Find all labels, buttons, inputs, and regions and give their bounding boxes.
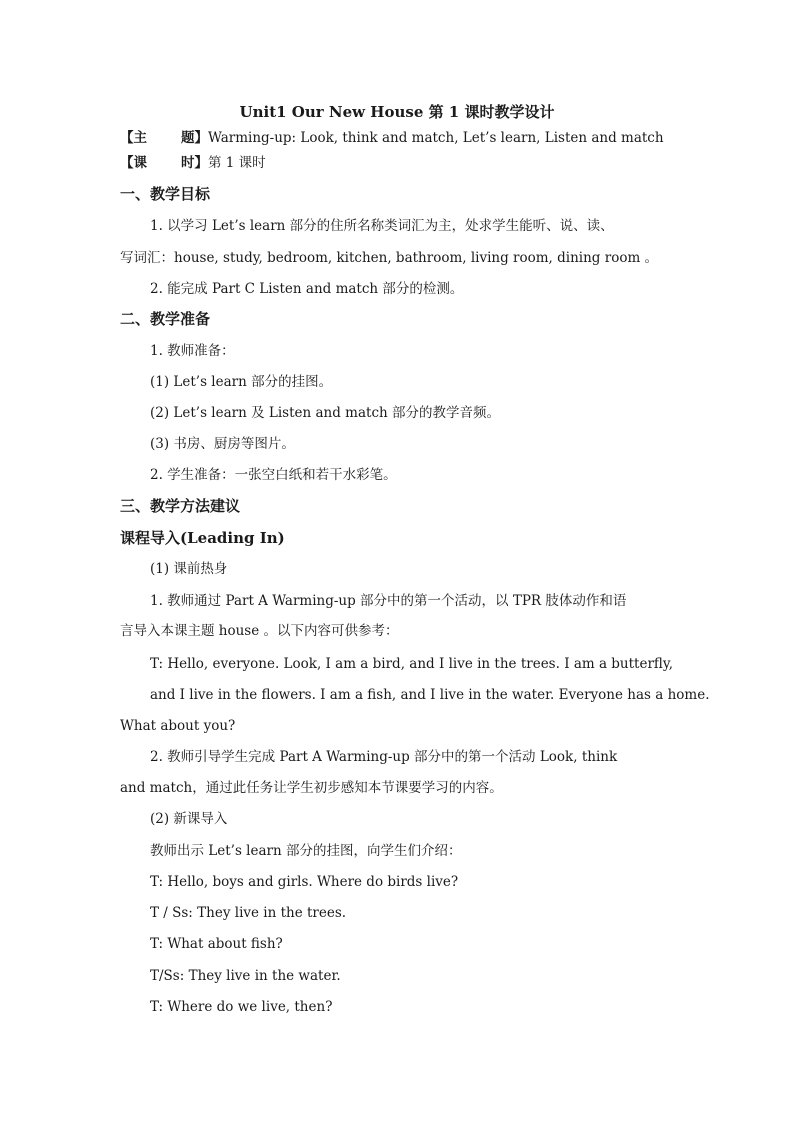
body-line: 1. 教师准备：	[150, 343, 235, 359]
body-line: 2. 教师引导学生完成 Part A Warming-up 部分中的第一个活动 Look, think	[150, 749, 618, 765]
body-line: (1) Let’s learn 部分的挂图。	[150, 374, 333, 390]
body-line: 1. 教师通过 Part A Warming-up 部分中的第一个活动，以 TPR 肢体动作和语	[150, 593, 627, 609]
period-value: 第 1 课时	[208, 155, 266, 171]
body-line: 2. 能完成 Part C Listen and match 部分的检测。	[150, 281, 464, 297]
body-line: (2) 新课导入	[150, 811, 228, 827]
body-line: 言导入本课主题 house 。以下内容可供参考：	[120, 623, 399, 639]
document-title: Unit1 Our New House 第 1 课时教学设计	[239, 103, 555, 121]
section-heading-methods: 三、教学方法建议	[120, 497, 241, 515]
body-line: and match，通过此任务让学生初步感知本节课要学习的内容。	[120, 780, 503, 796]
body-line: 2. 学生准备：一张空白纸和若干水彩笔。	[150, 467, 397, 483]
theme-line	[120, 128, 664, 148]
dialogue-line: T / Ss: They live in the trees.	[150, 905, 347, 921]
section-heading-goals: 一、教学目标	[120, 185, 211, 203]
body-line: 写词汇：house, study, bedroom, kitchen, bathroom, living room, dining room 。	[120, 250, 659, 266]
body-line: 1. 以学习 Let’s learn 部分的住所名称类词汇为主，处求学生能听、说、读、	[150, 218, 614, 234]
dialogue-line: T: Where do we live, then?	[150, 999, 333, 1015]
dialogue-line: T/Ss: They live in the water.	[150, 968, 341, 984]
theme-value: Warming-up: Look, think and match, Let’s learn, Listen and match	[208, 130, 664, 146]
dialogue-line: T: What about fish?	[150, 936, 283, 952]
subheading-leading-in: 课程导入(Leading In)	[120, 529, 285, 547]
body-line: (3) 书房、厨房等图片。	[150, 436, 295, 452]
period-label-close: 时】	[181, 155, 208, 171]
dialogue-line: T: Hello, everyone. Look, I am a bird, and I live in the trees. I am a butterfly,	[150, 656, 674, 672]
dialogue-line: T: Hello, boys and girls. Where do birds live?	[150, 874, 459, 890]
dialogue-line: What about you?	[120, 718, 236, 734]
theme-label-close: 题】	[181, 130, 208, 146]
dialogue-line: and I live in the flowers. I am a fish, and I live in the water. Everyone has a home.	[150, 687, 710, 703]
body-line: (2) Let’s learn 及 Listen and match 部分的教学音频。	[150, 405, 500, 421]
period-line	[120, 153, 266, 173]
section-heading-preparation: 二、教学准备	[120, 310, 211, 328]
period-label-open: 【课	[120, 155, 147, 171]
theme-label-open: 【主	[120, 130, 147, 146]
body-line: (1) 课前热身	[150, 561, 228, 577]
body-line: 教师出示 Let’s learn 部分的挂图，向学生们介绍：	[150, 843, 462, 859]
